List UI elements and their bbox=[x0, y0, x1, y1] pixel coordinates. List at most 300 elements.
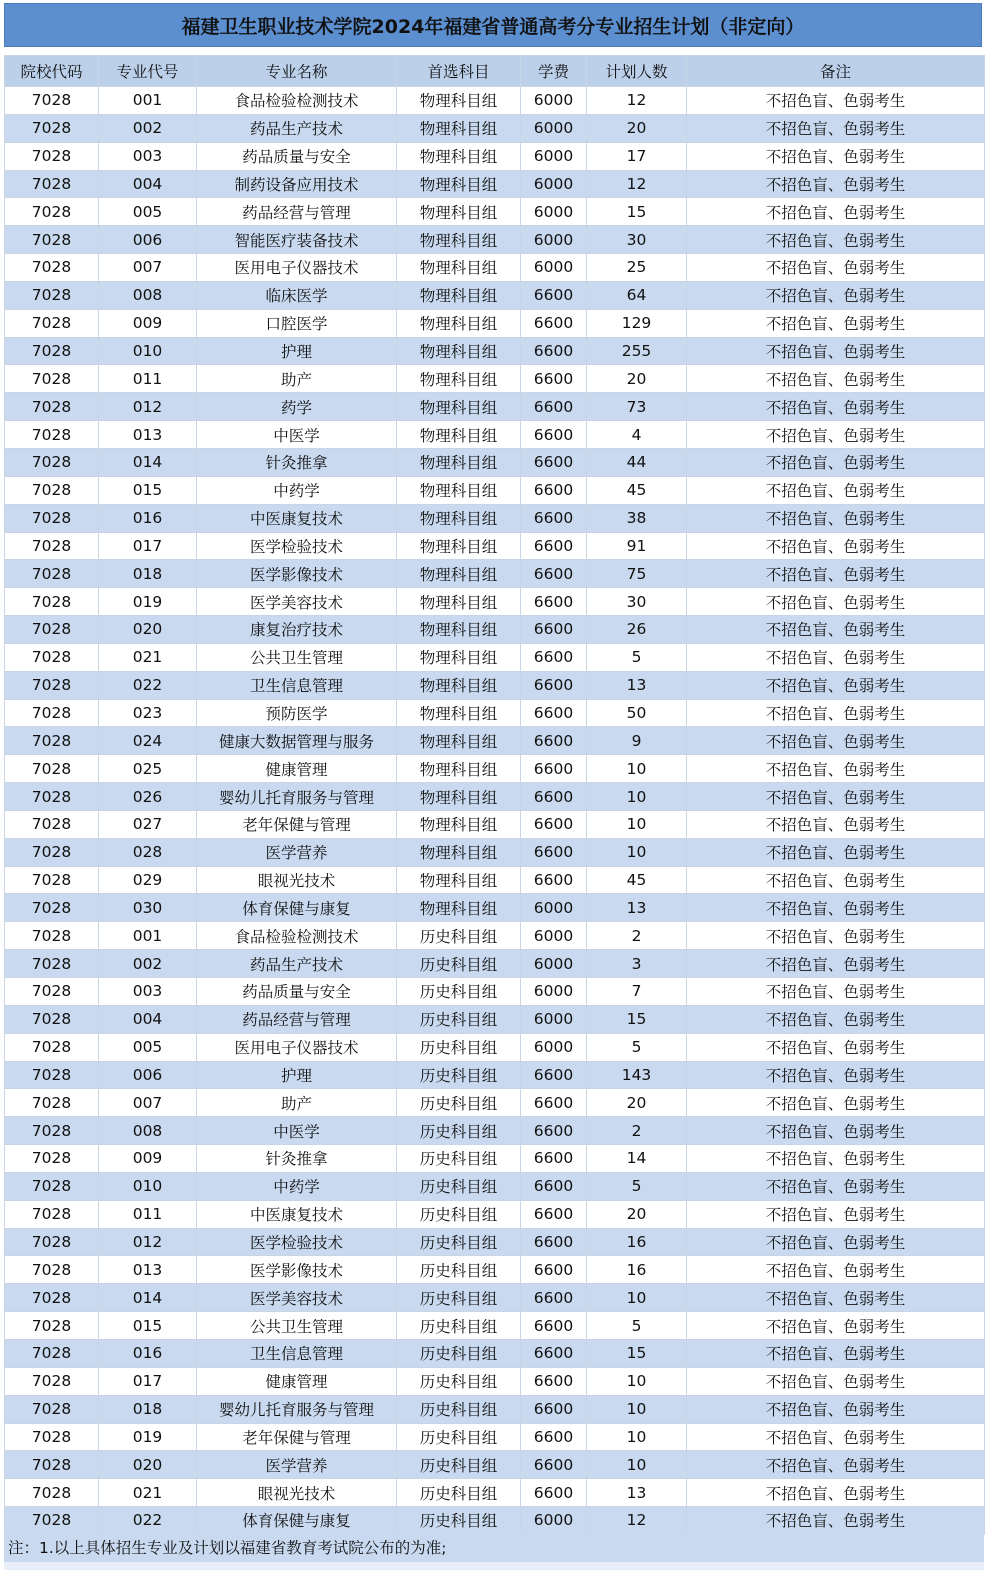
table-body bbox=[5, 87, 985, 1535]
major-code-cell: 018 bbox=[99, 1395, 197, 1423]
subject-cell: 物理科目组 bbox=[397, 616, 521, 644]
school-code-cell: 7028 bbox=[5, 532, 99, 560]
subject-cell: 物理科目组 bbox=[397, 643, 521, 671]
major-name-cell: 公共卫生管理 bbox=[197, 1312, 397, 1340]
tuition-cell: 6600 bbox=[521, 1451, 587, 1479]
table-row bbox=[5, 978, 985, 1006]
remarks-cell: 不招色盲、色弱考生 bbox=[687, 1451, 985, 1479]
remarks-cell: 不招色盲、色弱考生 bbox=[687, 532, 985, 560]
plan-count-cell: 16 bbox=[587, 1256, 687, 1284]
table-row bbox=[5, 1256, 985, 1284]
major-name-cell: 中药学 bbox=[197, 1172, 397, 1200]
table-row bbox=[5, 643, 985, 671]
major-name-cell: 体育保健与康复 bbox=[197, 1507, 397, 1535]
major-name-cell: 药品生产技术 bbox=[197, 950, 397, 978]
remarks-cell: 不招色盲、色弱考生 bbox=[687, 866, 985, 894]
tuition-cell: 6600 bbox=[521, 643, 587, 671]
remarks-cell: 不招色盲、色弱考生 bbox=[687, 922, 985, 950]
school-code-cell: 7028 bbox=[5, 1089, 99, 1117]
subject-cell: 物理科目组 bbox=[397, 727, 521, 755]
school-code-cell: 7028 bbox=[5, 699, 99, 727]
subject-cell: 物理科目组 bbox=[397, 198, 521, 226]
subject-cell: 物理科目组 bbox=[397, 838, 521, 866]
major-name-cell: 老年保健与管理 bbox=[197, 1423, 397, 1451]
school-code-cell: 7028 bbox=[5, 643, 99, 671]
remarks-cell: 不招色盲、色弱考生 bbox=[687, 309, 985, 337]
table-row bbox=[5, 504, 985, 532]
tuition-cell: 6600 bbox=[521, 1479, 587, 1507]
remarks-cell: 不招色盲、色弱考生 bbox=[687, 170, 985, 198]
major-name-cell: 医学营养 bbox=[197, 1451, 397, 1479]
remarks-cell: 不招色盲、色弱考生 bbox=[687, 198, 985, 226]
subject-cell: 物理科目组 bbox=[397, 170, 521, 198]
major-code-cell: 013 bbox=[99, 1256, 197, 1284]
tuition-cell: 6600 bbox=[521, 810, 587, 838]
school-code-cell: 7028 bbox=[5, 1117, 99, 1145]
school-code-cell: 7028 bbox=[5, 810, 99, 838]
tuition-cell: 6000 bbox=[521, 198, 587, 226]
subject-cell: 物理科目组 bbox=[397, 421, 521, 449]
school-code-cell: 7028 bbox=[5, 1479, 99, 1507]
plan-count-cell: 143 bbox=[587, 1061, 687, 1089]
table-row bbox=[5, 87, 985, 115]
major-code-cell: 012 bbox=[99, 1228, 197, 1256]
major-name-cell: 药品质量与安全 bbox=[197, 142, 397, 170]
tuition-cell: 6600 bbox=[521, 699, 587, 727]
table-row bbox=[5, 616, 985, 644]
plan-count-cell: 30 bbox=[587, 588, 687, 616]
major-code-cell: 014 bbox=[99, 448, 197, 476]
remarks-cell: 不招色盲、色弱考生 bbox=[687, 254, 985, 282]
major-code-cell: 012 bbox=[99, 393, 197, 421]
major-name-cell: 医学检验技术 bbox=[197, 1228, 397, 1256]
remarks-cell: 不招色盲、色弱考生 bbox=[687, 755, 985, 783]
school-code-cell: 7028 bbox=[5, 1507, 99, 1535]
major-name-cell: 婴幼儿托育服务与管理 bbox=[197, 1395, 397, 1423]
table-row bbox=[5, 671, 985, 699]
subject-cell: 历史科目组 bbox=[397, 950, 521, 978]
tuition-cell: 6000 bbox=[521, 87, 587, 115]
header-remarks: 备注 bbox=[687, 56, 985, 87]
table-row bbox=[5, 1228, 985, 1256]
school-code-cell: 7028 bbox=[5, 87, 99, 115]
plan-count-cell: 15 bbox=[587, 1005, 687, 1033]
major-name-cell: 临床医学 bbox=[197, 281, 397, 309]
school-code-cell: 7028 bbox=[5, 894, 99, 922]
subject-cell: 物理科目组 bbox=[397, 810, 521, 838]
plan-count-cell: 10 bbox=[587, 838, 687, 866]
school-code-cell: 7028 bbox=[5, 281, 99, 309]
subject-cell: 历史科目组 bbox=[397, 1395, 521, 1423]
school-code-cell: 7028 bbox=[5, 254, 99, 282]
plan-count-cell: 26 bbox=[587, 616, 687, 644]
remarks-cell: 不招色盲、色弱考生 bbox=[687, 1145, 985, 1173]
tuition-cell: 6000 bbox=[521, 142, 587, 170]
major-name-cell: 医用电子仪器技术 bbox=[197, 254, 397, 282]
subject-cell: 物理科目组 bbox=[397, 87, 521, 115]
remarks-cell: 不招色盲、色弱考生 bbox=[687, 393, 985, 421]
major-code-cell: 029 bbox=[99, 866, 197, 894]
major-name-cell: 公共卫生管理 bbox=[197, 643, 397, 671]
tuition-cell: 6600 bbox=[521, 281, 587, 309]
major-name-cell: 药品经营与管理 bbox=[197, 1005, 397, 1033]
school-code-cell: 7028 bbox=[5, 1005, 99, 1033]
plan-count-cell: 44 bbox=[587, 448, 687, 476]
major-code-cell: 013 bbox=[99, 421, 197, 449]
major-name-cell: 药学 bbox=[197, 393, 397, 421]
major-name-cell: 护理 bbox=[197, 1061, 397, 1089]
tuition-cell: 6600 bbox=[521, 1339, 587, 1367]
major-code-cell: 011 bbox=[99, 365, 197, 393]
major-name-cell: 康复治疗技术 bbox=[197, 616, 397, 644]
plan-count-cell: 14 bbox=[587, 1145, 687, 1173]
school-code-cell: 7028 bbox=[5, 170, 99, 198]
school-code-cell: 7028 bbox=[5, 1200, 99, 1228]
major-name-cell: 中医康复技术 bbox=[197, 504, 397, 532]
plan-count-cell: 12 bbox=[587, 170, 687, 198]
table-row bbox=[5, 1367, 985, 1395]
table-row bbox=[5, 448, 985, 476]
table-row bbox=[5, 476, 985, 504]
major-code-cell: 010 bbox=[99, 1172, 197, 1200]
remarks-cell: 不招色盲、色弱考生 bbox=[687, 1479, 985, 1507]
major-name-cell: 中医学 bbox=[197, 1117, 397, 1145]
major-name-cell: 医用电子仪器技术 bbox=[197, 1033, 397, 1061]
header-subject: 首选科目 bbox=[397, 56, 521, 87]
school-code-cell: 7028 bbox=[5, 1228, 99, 1256]
major-code-cell: 016 bbox=[99, 1339, 197, 1367]
tuition-cell: 6600 bbox=[521, 1284, 587, 1312]
subject-cell: 历史科目组 bbox=[397, 1284, 521, 1312]
page-title: 福建卫生职业技术学院2024年福建省普通高考分专业招生计划（非定向） bbox=[4, 3, 982, 47]
tuition-cell: 6600 bbox=[521, 309, 587, 337]
major-code-cell: 010 bbox=[99, 337, 197, 365]
remarks-cell: 不招色盲、色弱考生 bbox=[687, 783, 985, 811]
subject-cell: 物理科目组 bbox=[397, 142, 521, 170]
school-code-cell: 7028 bbox=[5, 337, 99, 365]
tuition-cell: 6000 bbox=[521, 114, 587, 142]
plan-count-cell: 16 bbox=[587, 1228, 687, 1256]
major-name-cell: 针灸推拿 bbox=[197, 448, 397, 476]
footer-strip bbox=[4, 1562, 984, 1570]
subject-cell: 历史科目组 bbox=[397, 978, 521, 1006]
school-code-cell: 7028 bbox=[5, 1172, 99, 1200]
tuition-cell: 6000 bbox=[521, 894, 587, 922]
plan-count-cell: 45 bbox=[587, 866, 687, 894]
table-row bbox=[5, 950, 985, 978]
tuition-cell: 6000 bbox=[521, 1507, 587, 1535]
table-row bbox=[5, 1005, 985, 1033]
remarks-cell: 不招色盲、色弱考生 bbox=[687, 504, 985, 532]
tuition-cell: 6600 bbox=[521, 866, 587, 894]
subject-cell: 物理科目组 bbox=[397, 393, 521, 421]
school-code-cell: 7028 bbox=[5, 198, 99, 226]
tuition-cell: 6600 bbox=[521, 755, 587, 783]
plan-count-cell: 10 bbox=[587, 783, 687, 811]
school-code-cell: 7028 bbox=[5, 1423, 99, 1451]
remarks-cell: 不招色盲、色弱考生 bbox=[687, 616, 985, 644]
table-row bbox=[5, 922, 985, 950]
table-row bbox=[5, 1339, 985, 1367]
tuition-cell: 6600 bbox=[521, 1089, 587, 1117]
major-name-cell: 眼视光技术 bbox=[197, 1479, 397, 1507]
header-row bbox=[5, 56, 985, 87]
tuition-cell: 6600 bbox=[521, 1395, 587, 1423]
major-code-cell: 008 bbox=[99, 1117, 197, 1145]
tuition-cell: 6000 bbox=[521, 950, 587, 978]
remarks-cell: 不招色盲、色弱考生 bbox=[687, 894, 985, 922]
tuition-cell: 6600 bbox=[521, 476, 587, 504]
plan-count-cell: 15 bbox=[587, 1339, 687, 1367]
major-name-cell: 药品经营与管理 bbox=[197, 198, 397, 226]
remarks-cell: 不招色盲、色弱考生 bbox=[687, 448, 985, 476]
remarks-cell: 不招色盲、色弱考生 bbox=[687, 1339, 985, 1367]
tuition-cell: 6600 bbox=[521, 448, 587, 476]
major-code-cell: 002 bbox=[99, 950, 197, 978]
remarks-cell: 不招色盲、色弱考生 bbox=[687, 1200, 985, 1228]
school-code-cell: 7028 bbox=[5, 421, 99, 449]
major-code-cell: 020 bbox=[99, 1451, 197, 1479]
subject-cell: 物理科目组 bbox=[397, 671, 521, 699]
major-code-cell: 021 bbox=[99, 1479, 197, 1507]
subject-cell: 历史科目组 bbox=[397, 1061, 521, 1089]
plan-count-cell: 20 bbox=[587, 114, 687, 142]
remarks-cell: 不招色盲、色弱考生 bbox=[687, 1117, 985, 1145]
plan-count-cell: 7 bbox=[587, 978, 687, 1006]
table-row bbox=[5, 198, 985, 226]
plan-count-cell: 73 bbox=[587, 393, 687, 421]
plan-count-cell: 20 bbox=[587, 1200, 687, 1228]
header-tuition: 学费 bbox=[521, 56, 587, 87]
major-name-cell: 健康大数据管理与服务 bbox=[197, 727, 397, 755]
table-row bbox=[5, 1117, 985, 1145]
remarks-cell: 不招色盲、色弱考生 bbox=[687, 1284, 985, 1312]
major-code-cell: 009 bbox=[99, 1145, 197, 1173]
tuition-cell: 6600 bbox=[521, 1312, 587, 1340]
subject-cell: 历史科目组 bbox=[397, 1033, 521, 1061]
school-code-cell: 7028 bbox=[5, 560, 99, 588]
table-row bbox=[5, 1479, 985, 1507]
plan-count-cell: 12 bbox=[587, 87, 687, 115]
school-code-cell: 7028 bbox=[5, 616, 99, 644]
subject-cell: 历史科目组 bbox=[397, 1200, 521, 1228]
table-row bbox=[5, 1395, 985, 1423]
plan-count-cell: 30 bbox=[587, 226, 687, 254]
remarks-cell: 不招色盲、色弱考生 bbox=[687, 1507, 985, 1535]
major-code-cell: 004 bbox=[99, 1005, 197, 1033]
table-row bbox=[5, 365, 985, 393]
school-code-cell: 7028 bbox=[5, 114, 99, 142]
tuition-cell: 6600 bbox=[521, 504, 587, 532]
major-name-cell: 预防医学 bbox=[197, 699, 397, 727]
remarks-cell: 不招色盲、色弱考生 bbox=[687, 476, 985, 504]
major-name-cell: 药品生产技术 bbox=[197, 114, 397, 142]
tuition-cell: 6600 bbox=[521, 783, 587, 811]
plan-count-cell: 13 bbox=[587, 1479, 687, 1507]
major-code-cell: 030 bbox=[99, 894, 197, 922]
table-row bbox=[5, 894, 985, 922]
major-name-cell: 体育保健与康复 bbox=[197, 894, 397, 922]
subject-cell: 物理科目组 bbox=[397, 309, 521, 337]
school-code-cell: 7028 bbox=[5, 866, 99, 894]
plan-count-cell: 10 bbox=[587, 1451, 687, 1479]
major-name-cell: 医学检验技术 bbox=[197, 532, 397, 560]
remarks-cell: 不招色盲、色弱考生 bbox=[687, 1312, 985, 1340]
tuition-cell: 6600 bbox=[521, 1200, 587, 1228]
major-name-cell: 中医康复技术 bbox=[197, 1200, 397, 1228]
major-code-cell: 028 bbox=[99, 838, 197, 866]
major-code-cell: 007 bbox=[99, 1089, 197, 1117]
major-code-cell: 011 bbox=[99, 1200, 197, 1228]
subject-cell: 物理科目组 bbox=[397, 476, 521, 504]
table-row bbox=[5, 281, 985, 309]
major-name-cell: 口腔医学 bbox=[197, 309, 397, 337]
table-row bbox=[5, 142, 985, 170]
remarks-cell: 不招色盲、色弱考生 bbox=[687, 1367, 985, 1395]
major-name-cell: 药品质量与安全 bbox=[197, 978, 397, 1006]
school-code-cell: 7028 bbox=[5, 838, 99, 866]
plan-count-cell: 10 bbox=[587, 1367, 687, 1395]
subject-cell: 历史科目组 bbox=[397, 1479, 521, 1507]
school-code-cell: 7028 bbox=[5, 476, 99, 504]
school-code-cell: 7028 bbox=[5, 588, 99, 616]
subject-cell: 历史科目组 bbox=[397, 1256, 521, 1284]
plan-count-cell: 3 bbox=[587, 950, 687, 978]
school-code-cell: 7028 bbox=[5, 1451, 99, 1479]
table-row bbox=[5, 838, 985, 866]
remarks-cell: 不招色盲、色弱考生 bbox=[687, 1172, 985, 1200]
major-code-cell: 007 bbox=[99, 254, 197, 282]
major-name-cell: 医学美容技术 bbox=[197, 1284, 397, 1312]
remarks-cell: 不招色盲、色弱考生 bbox=[687, 810, 985, 838]
plan-count-cell: 10 bbox=[587, 1423, 687, 1451]
table-row bbox=[5, 1451, 985, 1479]
header-school-code: 院校代码 bbox=[5, 56, 99, 87]
school-code-cell: 7028 bbox=[5, 978, 99, 1006]
subject-cell: 物理科目组 bbox=[397, 504, 521, 532]
table-row bbox=[5, 309, 985, 337]
plan-count-cell: 4 bbox=[587, 421, 687, 449]
table-row bbox=[5, 560, 985, 588]
school-code-cell: 7028 bbox=[5, 1339, 99, 1367]
subject-cell: 物理科目组 bbox=[397, 448, 521, 476]
subject-cell: 历史科目组 bbox=[397, 1117, 521, 1145]
tuition-cell: 6600 bbox=[521, 421, 587, 449]
table-row bbox=[5, 1172, 985, 1200]
remarks-cell: 不招色盲、色弱考生 bbox=[687, 87, 985, 115]
subject-cell: 历史科目组 bbox=[397, 1367, 521, 1395]
major-name-cell: 卫生信息管理 bbox=[197, 671, 397, 699]
major-code-cell: 014 bbox=[99, 1284, 197, 1312]
remarks-cell: 不招色盲、色弱考生 bbox=[687, 699, 985, 727]
subject-cell: 历史科目组 bbox=[397, 1228, 521, 1256]
subject-cell: 历史科目组 bbox=[397, 1451, 521, 1479]
plan-count-cell: 45 bbox=[587, 476, 687, 504]
tuition-cell: 6600 bbox=[521, 838, 587, 866]
remarks-cell: 不招色盲、色弱考生 bbox=[687, 1005, 985, 1033]
school-code-cell: 7028 bbox=[5, 142, 99, 170]
plan-count-cell: 75 bbox=[587, 560, 687, 588]
subject-cell: 历史科目组 bbox=[397, 922, 521, 950]
remarks-cell: 不招色盲、色弱考生 bbox=[687, 1089, 985, 1117]
school-code-cell: 7028 bbox=[5, 950, 99, 978]
tuition-cell: 6000 bbox=[521, 1033, 587, 1061]
plan-count-cell: 2 bbox=[587, 1117, 687, 1145]
plan-count-cell: 255 bbox=[587, 337, 687, 365]
major-code-cell: 023 bbox=[99, 699, 197, 727]
plan-count-cell: 25 bbox=[587, 254, 687, 282]
school-code-cell: 7028 bbox=[5, 755, 99, 783]
major-name-cell: 食品检验检测技术 bbox=[197, 922, 397, 950]
school-code-cell: 7028 bbox=[5, 226, 99, 254]
remarks-cell: 不招色盲、色弱考生 bbox=[687, 421, 985, 449]
remarks-cell: 不招色盲、色弱考生 bbox=[687, 1256, 985, 1284]
plan-count-cell: 129 bbox=[587, 309, 687, 337]
tuition-cell: 6600 bbox=[521, 560, 587, 588]
remarks-cell: 不招色盲、色弱考生 bbox=[687, 1061, 985, 1089]
remarks-cell: 不招色盲、色弱考生 bbox=[687, 978, 985, 1006]
major-name-cell: 助产 bbox=[197, 365, 397, 393]
remarks-cell: 不招色盲、色弱考生 bbox=[687, 560, 985, 588]
table-row bbox=[5, 783, 985, 811]
plan-count-cell: 13 bbox=[587, 671, 687, 699]
remarks-cell: 不招色盲、色弱考生 bbox=[687, 114, 985, 142]
tuition-cell: 6600 bbox=[521, 671, 587, 699]
major-code-cell: 026 bbox=[99, 783, 197, 811]
plan-count-cell: 9 bbox=[587, 727, 687, 755]
plan-count-cell: 15 bbox=[587, 198, 687, 226]
school-code-cell: 7028 bbox=[5, 671, 99, 699]
major-code-cell: 015 bbox=[99, 1312, 197, 1340]
plan-count-cell: 5 bbox=[587, 1033, 687, 1061]
subject-cell: 历史科目组 bbox=[397, 1005, 521, 1033]
major-code-cell: 001 bbox=[99, 87, 197, 115]
remarks-cell: 不招色盲、色弱考生 bbox=[687, 671, 985, 699]
header-plan-count: 计划人数 bbox=[587, 56, 687, 87]
subject-cell: 历史科目组 bbox=[397, 1312, 521, 1340]
remarks-cell: 不招色盲、色弱考生 bbox=[687, 337, 985, 365]
table-row bbox=[5, 1200, 985, 1228]
major-name-cell: 食品检验检测技术 bbox=[197, 87, 397, 115]
major-code-cell: 022 bbox=[99, 1507, 197, 1535]
major-code-cell: 006 bbox=[99, 226, 197, 254]
school-code-cell: 7028 bbox=[5, 1033, 99, 1061]
plan-count-cell: 17 bbox=[587, 142, 687, 170]
remarks-cell: 不招色盲、色弱考生 bbox=[687, 838, 985, 866]
table-row bbox=[5, 1312, 985, 1340]
header-major-name: 专业名称 bbox=[197, 56, 397, 87]
major-code-cell: 009 bbox=[99, 309, 197, 337]
remarks-cell: 不招色盲、色弱考生 bbox=[687, 1423, 985, 1451]
tuition-cell: 6000 bbox=[521, 254, 587, 282]
subject-cell: 历史科目组 bbox=[397, 1172, 521, 1200]
subject-cell: 物理科目组 bbox=[397, 337, 521, 365]
major-code-cell: 019 bbox=[99, 1423, 197, 1451]
major-name-cell: 医学影像技术 bbox=[197, 1256, 397, 1284]
major-name-cell: 医学美容技术 bbox=[197, 588, 397, 616]
tuition-cell: 6600 bbox=[521, 1061, 587, 1089]
major-code-cell: 006 bbox=[99, 1061, 197, 1089]
major-name-cell: 助产 bbox=[197, 1089, 397, 1117]
table-row bbox=[5, 170, 985, 198]
plan-count-cell: 50 bbox=[587, 699, 687, 727]
subject-cell: 物理科目组 bbox=[397, 114, 521, 142]
table-row bbox=[5, 866, 985, 894]
subject-cell: 物理科目组 bbox=[397, 755, 521, 783]
admission-plan-table bbox=[4, 55, 985, 1535]
tuition-cell: 6600 bbox=[521, 532, 587, 560]
plan-count-cell: 5 bbox=[587, 643, 687, 671]
